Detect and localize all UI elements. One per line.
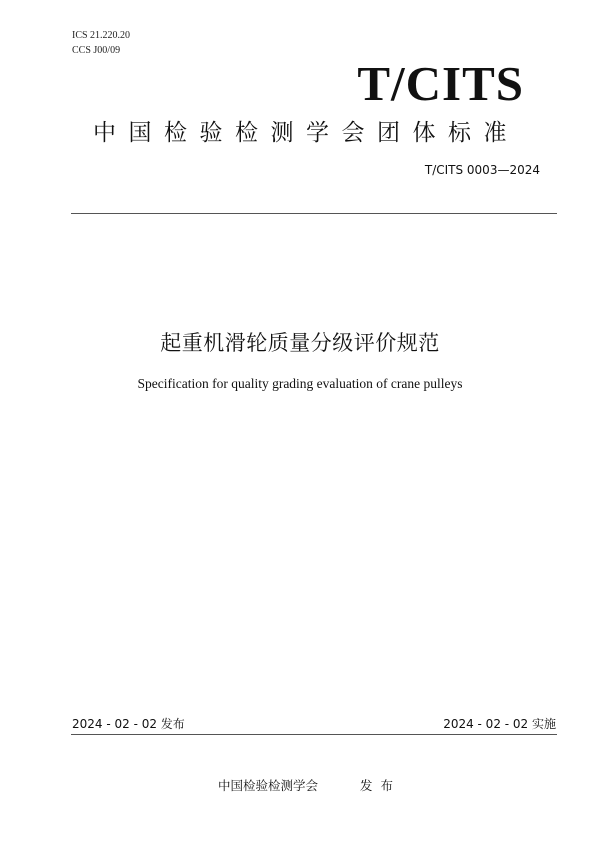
issuing-organization: 中国检验检测学会 <box>218 778 319 793</box>
bottom-divider <box>71 734 557 735</box>
issue-label: 发布 <box>360 778 402 793</box>
document-title-chinese: 起重机滑轮质量分级评价规范 <box>160 331 440 355</box>
ccs-code: CCS J00/09 <box>72 45 121 56</box>
publish-date: 2024 - 02 - 02 发布 <box>72 717 185 731</box>
ics-code: ICS 21.220.20 <box>72 30 131 41</box>
document-title-english: Specification for quality grading evaluation of crane pulleys <box>137 376 463 391</box>
classification-codes <box>72 28 130 58</box>
standard-number: T/CITS 0003—2024 <box>424 163 540 177</box>
top-divider <box>71 213 557 214</box>
organization-standard-title: 中国检验检测学会团体标准 <box>93 120 519 146</box>
implement-date: 2024 - 02 - 02 实施 <box>443 717 556 731</box>
standard-logo: T/CITS <box>357 56 524 111</box>
